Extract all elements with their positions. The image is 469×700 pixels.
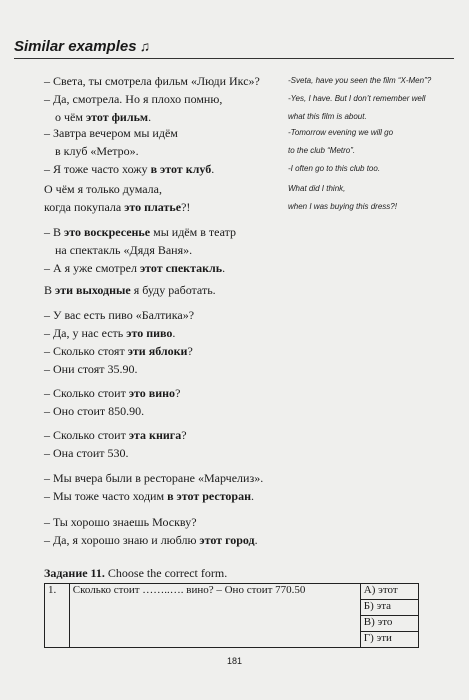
text-span: – Завтра вечером мы идём bbox=[44, 126, 178, 140]
text-span: – Мы тоже часто ходим bbox=[44, 489, 168, 503]
example-russian bbox=[44, 72, 284, 126]
text-span: на спектакль «Дядя Ваня». bbox=[55, 243, 193, 257]
task-label: Задание 11. bbox=[44, 566, 105, 580]
russian-line bbox=[44, 241, 284, 259]
russian-line bbox=[44, 469, 284, 487]
text-span: – Они стоят 35.90. bbox=[44, 362, 138, 376]
text-span: – Да, у нас есть bbox=[44, 326, 127, 340]
example-russian bbox=[44, 513, 284, 549]
russian-line bbox=[44, 180, 284, 198]
text-span: О чём я только думала, bbox=[44, 182, 162, 196]
example-russian bbox=[44, 306, 284, 378]
text-span: – А я уже смотрел bbox=[44, 261, 140, 275]
russian-line bbox=[44, 360, 284, 378]
text-span: – В bbox=[44, 225, 65, 239]
english-line: to the club “Metro”. bbox=[288, 146, 356, 155]
example-russian bbox=[44, 124, 284, 178]
example-russian bbox=[44, 281, 284, 299]
music-note-icon: ♫ bbox=[139, 38, 151, 54]
english-line: What did I think, bbox=[288, 184, 346, 193]
example-russian bbox=[44, 469, 284, 505]
text-span: ? bbox=[187, 344, 193, 358]
highlighted-phrase: это платье bbox=[124, 200, 182, 214]
text-span: . bbox=[251, 489, 255, 503]
example-russian bbox=[44, 180, 284, 216]
highlighted-phrase: этот фильм bbox=[85, 110, 149, 124]
russian-line bbox=[44, 384, 284, 402]
highlighted-phrase: эта книга bbox=[128, 428, 182, 442]
russian-line bbox=[44, 324, 284, 342]
text-span: – Оно стоит 850.90. bbox=[44, 404, 145, 418]
text-span: – Да, смотрела. Но я плохо помню, bbox=[44, 92, 223, 106]
exercise-table bbox=[44, 583, 419, 648]
russian-line bbox=[44, 198, 284, 216]
answer-option[interactable]: А) этот bbox=[360, 584, 418, 600]
russian-line bbox=[44, 531, 284, 549]
text-span: мы идём в театр bbox=[150, 225, 237, 239]
page-number: 181 bbox=[226, 656, 243, 666]
russian-line bbox=[44, 426, 284, 444]
russian-line bbox=[44, 342, 284, 360]
english-line: what this film is about. bbox=[288, 112, 367, 121]
text-span: . bbox=[172, 326, 176, 340]
text-span: . bbox=[254, 533, 258, 547]
russian-line bbox=[44, 487, 284, 505]
section-header bbox=[14, 38, 454, 59]
text-span: . bbox=[148, 110, 152, 124]
exercise-question: Сколько стоит ……..…. вино? – Оно стоит 770.50 bbox=[69, 584, 360, 648]
highlighted-phrase: в этот клуб bbox=[150, 162, 212, 176]
text-span: – Она стоит 530. bbox=[44, 446, 129, 460]
russian-line bbox=[44, 306, 284, 324]
highlighted-phrase: это вино bbox=[128, 386, 176, 400]
text-span: в клуб «Метро». bbox=[55, 144, 139, 158]
highlighted-phrase: это пиво bbox=[126, 326, 173, 340]
russian-line bbox=[44, 160, 284, 178]
english-line: -Sveta, have you seen the film “X-Men”? bbox=[288, 76, 432, 85]
section-title: Similar examples bbox=[14, 38, 137, 55]
russian-line bbox=[44, 223, 284, 241]
text-span: о чём bbox=[55, 110, 86, 124]
example-english bbox=[288, 180, 463, 216]
example-english bbox=[288, 72, 463, 126]
answer-option[interactable]: В) это bbox=[360, 616, 418, 632]
russian-line bbox=[44, 402, 284, 420]
english-line: when I was buying this dress?! bbox=[288, 202, 397, 211]
text-span: когда покупала bbox=[44, 200, 125, 214]
russian-line bbox=[44, 72, 284, 90]
text-span: – Света, ты смотрела фильм «Люди Икс»? bbox=[44, 74, 260, 88]
english-line: -Yes, I have. But I don’t remember well bbox=[288, 94, 426, 103]
russian-line bbox=[44, 281, 284, 299]
text-span: – Мы вчера были в ресторане «Марчелиз». bbox=[44, 471, 264, 485]
text-span: . bbox=[222, 261, 226, 275]
highlighted-phrase: этот спектакль bbox=[139, 261, 223, 275]
text-span: – У вас есть пиво «Балтика»? bbox=[44, 308, 195, 322]
answer-option[interactable]: Б) эта bbox=[360, 600, 418, 616]
russian-line bbox=[44, 444, 284, 462]
text-span: – Я тоже часто хожу bbox=[44, 162, 151, 176]
text-span: – Да, я хорошо знаю и люблю bbox=[44, 533, 200, 547]
exercise-number: 1. bbox=[45, 584, 70, 648]
text-span: – Ты хорошо знаешь Москву? bbox=[44, 515, 197, 529]
text-span: . bbox=[211, 162, 215, 176]
example-russian bbox=[44, 426, 284, 462]
russian-line bbox=[44, 513, 284, 531]
task-heading bbox=[44, 566, 227, 581]
example-russian bbox=[44, 384, 284, 420]
highlighted-phrase: это воскресенье bbox=[64, 225, 151, 239]
text-span: ? bbox=[175, 386, 181, 400]
highlighted-phrase: эти яблоки bbox=[127, 344, 188, 358]
russian-line bbox=[44, 259, 284, 277]
english-line: -I often go to this club too. bbox=[288, 164, 381, 173]
text-span: я буду работать. bbox=[130, 283, 216, 297]
highlighted-phrase: в этот ресторан bbox=[167, 489, 252, 503]
russian-line bbox=[44, 142, 284, 160]
text-span: ? bbox=[181, 428, 187, 442]
highlighted-phrase: этот город bbox=[199, 533, 255, 547]
highlighted-phrase: эти выходные bbox=[55, 283, 131, 297]
answer-option[interactable]: Г) эти bbox=[360, 632, 418, 648]
text-span: В bbox=[44, 283, 56, 297]
example-english bbox=[288, 124, 463, 178]
exercise-row bbox=[45, 584, 419, 600]
english-line: -Tomorrow evening we will go bbox=[288, 128, 394, 137]
task-instruction: Choose the correct form. bbox=[104, 566, 228, 580]
russian-line bbox=[44, 90, 284, 108]
text-span: – Сколько стоит bbox=[44, 428, 129, 442]
text-span: – Сколько стоят bbox=[44, 344, 128, 358]
example-russian bbox=[44, 223, 284, 277]
text-span: ?! bbox=[181, 200, 191, 214]
russian-line bbox=[44, 124, 284, 142]
text-span: – Сколько стоит bbox=[44, 386, 129, 400]
